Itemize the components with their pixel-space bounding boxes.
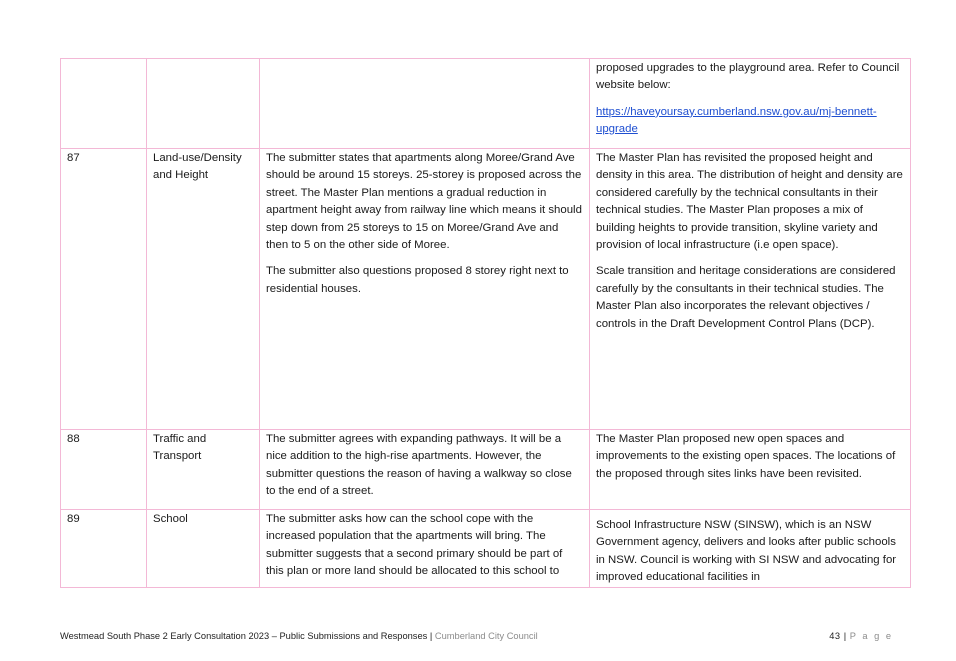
submission-topic: Traffic and Transport: [147, 430, 260, 510]
table-row: [61, 430, 911, 510]
response-paragraph: The Master Plan has revisited the proposed height and density in this area. The distribution of height and density are considered carefully by the technical consultants in their technical studies. The Master Plan proposes a mix of building heights to provide transition, skyline variety and provision of local infrastructure (i.e open space).: [596, 152, 903, 252]
submission-paragraph: The submitter states that apartments along Moree/Grand Ave should be around 15 storeys. 25-storey is proposed across the street. The Master Plan mentions a gradual reduction in apartment height away from railway line which means it should step down from 25 storeys to 15 on Moree/Grand Ave and then to 5 on the other side of Moree.: [266, 152, 582, 252]
submission-paragraph: The submitter also questions proposed 8 storey right next to residential houses.: [266, 265, 569, 295]
submission-topic: [147, 59, 260, 149]
submission-text: The submitter agrees with expanding pathways. It will be a nice addition to the high-rise apartments. However, the submitter questions the reason of having a walkway so close to the end of a street.: [260, 430, 590, 510]
submission-number: 87: [61, 149, 147, 430]
footer-title: Westmead South Phase 2 Early Consultation 2023 – Public Submissions and Responses: [60, 631, 428, 641]
footer-council: Cumberland City Council: [434, 631, 538, 641]
footer-separator: |: [429, 631, 433, 641]
page-number: 43: [829, 631, 841, 641]
submission-number: 88: [61, 430, 147, 510]
council-website-link[interactable]: https://haveyoursay.cumberland.nsw.gov.au/mj-bennett-upgrade: [596, 105, 877, 136]
page-footer: [60, 631, 910, 647]
table-row: [61, 510, 911, 588]
submission-number: 89: [61, 510, 147, 588]
response-paragraph: Scale transition and heritage considerations are considered carefully by the consultants in their technical studies. The Master Plan also incorporates the relevant objectives / controls in the Draft Development Control Plans (DCP).: [596, 265, 896, 330]
page-label: P a g e: [849, 631, 893, 641]
response-cell: [590, 59, 911, 149]
table-row: [61, 59, 911, 149]
submission-topic: Land-use/Density and Height: [147, 149, 260, 430]
response-text: The Master Plan proposed new open spaces and improvements to the existing open spaces. The locations of the proposed through sites links have been revisited.: [590, 430, 911, 510]
response-text: School Infrastructure NSW (SINSW), which is an NSW Government agency, delivers and looks after public schools in NSW. Council is working with SI NSW and advocating for improved educational facilities in: [590, 510, 911, 588]
submission-topic: School: [147, 510, 260, 588]
submissions-table: [60, 58, 911, 588]
response-paragraph: proposed upgrades to the playground area. Refer to Council website below:: [596, 62, 900, 92]
table-row: [61, 149, 911, 430]
submission-text: The submitter asks how can the school cope with the increased population that the apartments will bring. The submitter suggests that a second primary should be part of this plan or more land should be allocated to this school to: [260, 510, 590, 588]
response-cell: [590, 149, 911, 430]
footer-page-group: [829, 631, 893, 641]
submission-cell: [260, 149, 590, 430]
submission-text: [260, 59, 590, 149]
submission-number: [61, 59, 147, 149]
footer-title-group: [60, 631, 538, 641]
footer-page-separator: |: [843, 631, 847, 641]
